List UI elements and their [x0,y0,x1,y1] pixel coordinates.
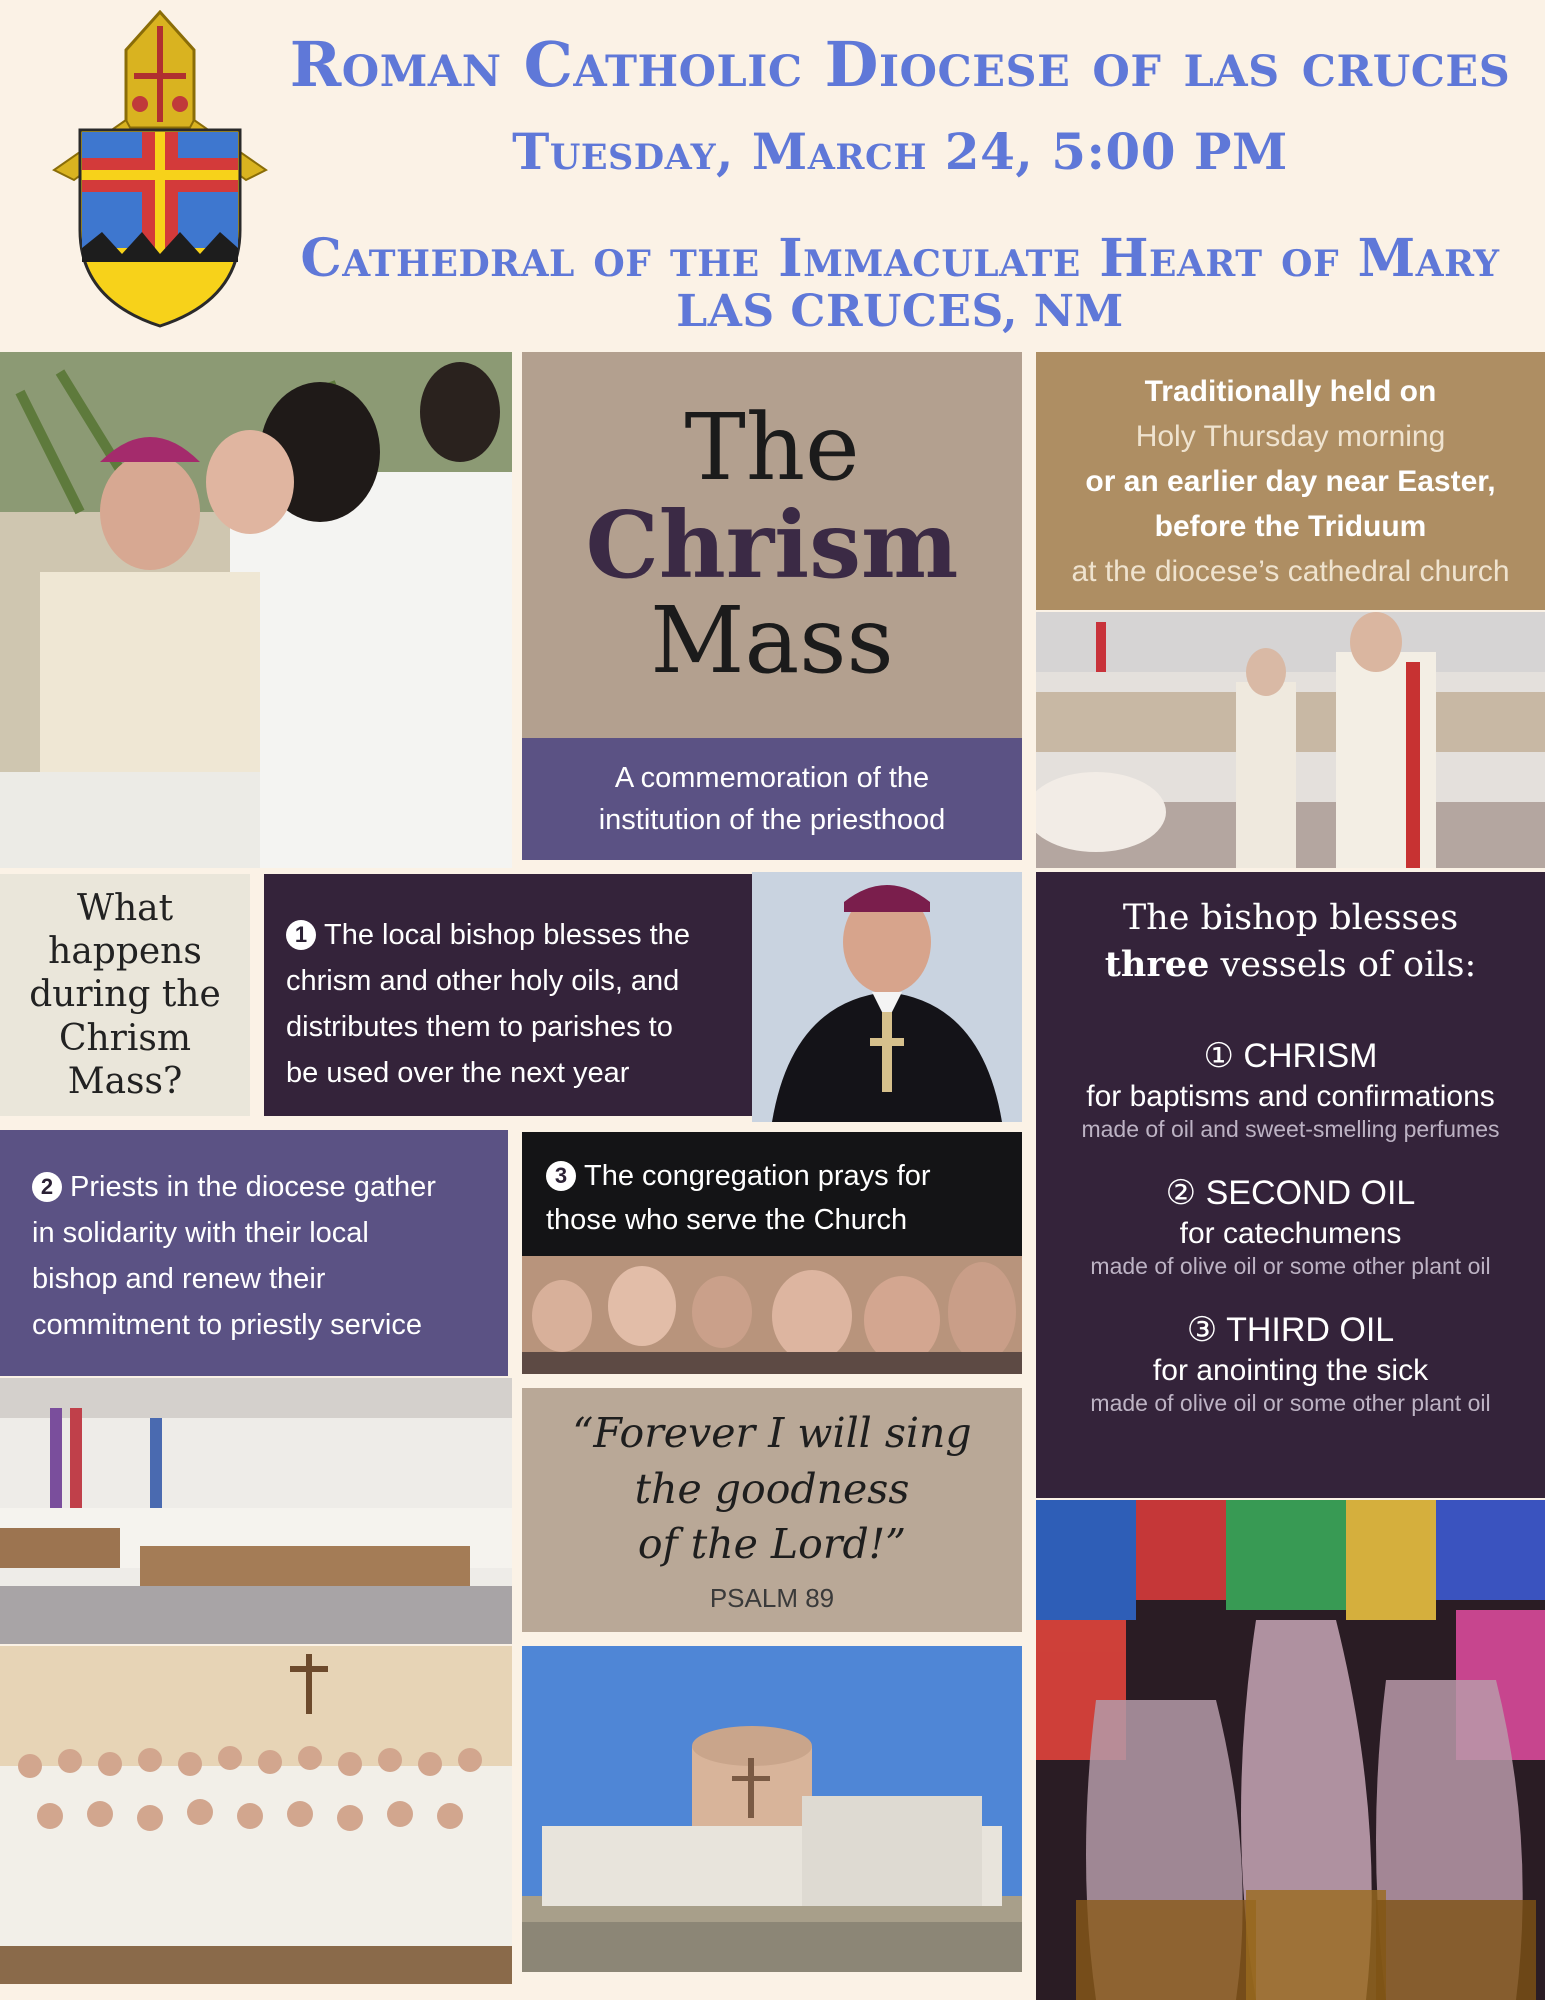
step-1-line-1: The local bishop blesses the [324,919,690,951]
oil-vessels-photo [1036,1500,1545,2000]
event-datetime: Tuesday, March 24, 5:00 PM [512,122,1288,181]
oils-intro-bold: three [1104,943,1210,985]
psalm-card [522,1388,1022,1632]
step-2-line-4: commitment to priestly service [32,1309,422,1341]
what-happens-line-2: happens [48,931,202,973]
step-2-card [0,1130,508,1376]
psalm-line-2: the goodness [634,1464,910,1513]
psalm-line-1: “Forever I will sing [572,1409,972,1458]
oil-2-heading: ② SECOND OIL [1165,1174,1416,1212]
venue-name: Cathedral of the Immaculate Heart of Mary [300,228,1500,289]
oils-intro-line-1: The bishop blesses [1122,898,1459,938]
what-happens-line-4: Chrism [58,1017,192,1059]
tradition-line-2: Holy Thursday morning [1135,419,1446,453]
step-1-line-2: chrism and other holy oils, and [286,965,680,997]
oil-3-use: for anointing the sick [1152,1354,1429,1387]
oils-panel [1036,872,1545,1498]
what-happens-line-5: Mass? [67,1060,183,1102]
venue-city: LAS CRUCES, NM [676,286,1124,337]
oil-1-made: made of oil and sweet-smelling perfumes [1081,1116,1500,1142]
congregation-photo [522,1256,1022,1374]
what-happens-line-1: What [76,888,174,930]
cathedral-exterior-photo [522,1646,1022,1972]
diocese-title: Roman Catholic Diocese of las cruces [289,28,1511,101]
oil-2-use: for catechumens [1179,1217,1402,1250]
step-3-line-2: those who serve the Church [546,1204,908,1236]
what-happens-line-3: during the [29,974,221,1016]
tradition-line-3: or an earlier day near Easter, [1085,464,1496,498]
step-1-line-4: be used over the next year [286,1057,630,1089]
what-happens-card [0,874,250,1116]
title-word-chrism: Chrism [585,490,959,599]
chrism-mass-title-card [522,352,1022,738]
step-2-line-3: bishop and renew their [32,1263,326,1295]
step-2-line-1: Priests in the diocese gather [70,1171,436,1203]
oil-1-heading: ① CHRISM [1203,1037,1378,1075]
title-word-mass: Mass [650,587,894,695]
tradition-line-4: before the Triduum [1154,509,1427,543]
priests-procession-photo [1036,612,1545,868]
oil-3-heading: ③ THIRD OIL [1186,1311,1395,1349]
bishop-blessing-photo [0,352,512,868]
oil-1-use: for baptisms and confirmations [1086,1080,1495,1113]
step-3-card [522,1132,1022,1256]
oil-3-made: made of olive oil or some other plant oil [1090,1390,1491,1416]
step-1-card [264,874,752,1116]
step-2-line-2: in solidarity with their local [32,1217,369,1249]
subtitle-line-1: A commemoration of the [614,761,930,794]
tradition-line-5: at the diocese’s cathedral church [1071,554,1510,588]
priests-gathering-photo [0,1378,512,1644]
oils-intro-line-2: vessels of oils: [1209,944,1477,985]
bishop-portrait-photo [752,872,1022,1122]
clergy-group-photo [0,1646,512,1984]
step-3-line-1: The congregation prays for [584,1160,931,1192]
subtitle-line-2: institution of the priesthood [598,804,946,836]
step-3-number: 3 [546,1161,576,1191]
chrism-mass-subtitle-panel [522,738,1022,860]
step-1-number: 1 [286,920,316,950]
title-word-the: The [684,394,860,502]
oil-2-made: made of olive oil or some other plant oil [1090,1253,1491,1279]
diocese-crest-logo [44,10,276,330]
step-1-line-3: distributes them to parishes to [286,1011,673,1043]
tradition-card [1036,352,1545,610]
psalm-citation: PSALM 89 [709,1582,835,1613]
tradition-line-1: Traditionally held on [1144,374,1437,408]
psalm-line-3: of the Lord!” [637,1520,907,1569]
step-2-number: 2 [32,1172,62,1202]
